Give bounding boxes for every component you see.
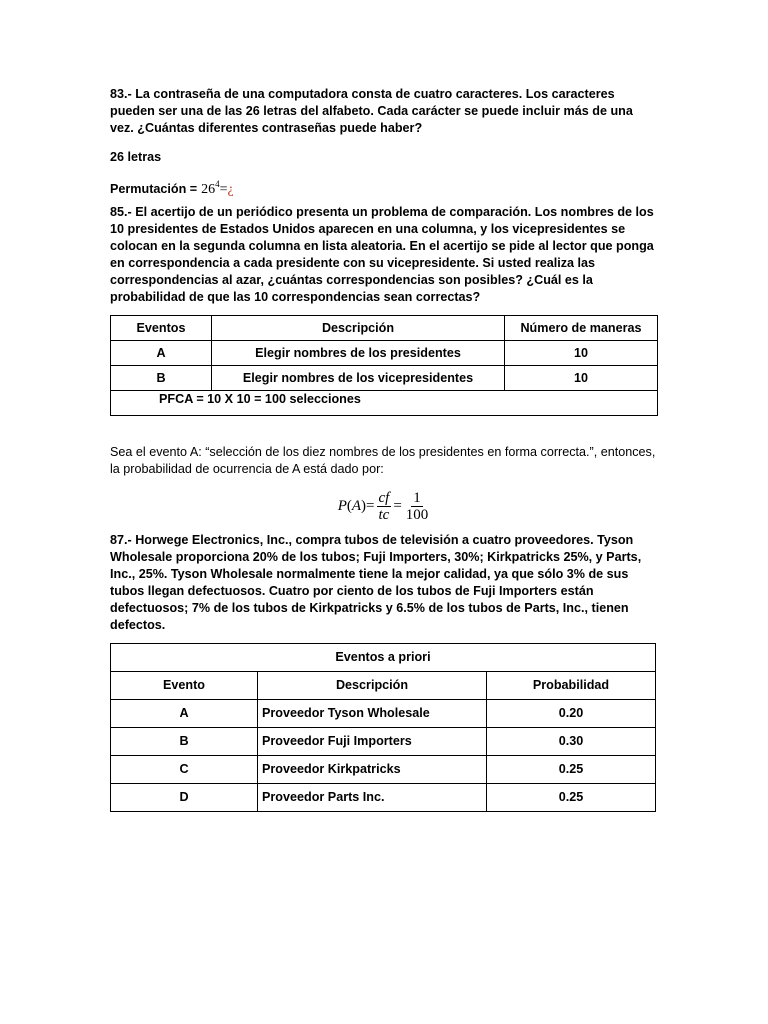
table-cell: B [111,366,212,391]
table-header-row [111,672,656,700]
fraction-cf-tc [377,490,392,523]
table-cell: 0.20 [487,700,656,728]
header-cell: Descripción [258,672,487,700]
table-footer-row [111,391,658,416]
fraction-numerator: 1 [413,489,421,506]
document-page [110,86,660,812]
perm-base: 26 [201,182,216,197]
header-cell: Eventos [111,316,212,341]
question-85-text: 85.- El acertijo de un periódico presenta un problema de comparación. Los nombres de los 10 presidentes de Estados Unidos aparecen en una columna, y los vicepresidentes se colocan en la segunda columna en lista aleatoria. En el acertijo se pide al lector que ponga en correspondencia a cada presidente con su vicepresidente. Si usted realiza las correspondencias al azar, ¿cuántas correspondencias son posibles? ¿Cuál es la probabilidad de que las 10 correspondencias sean correctas? [110,205,654,304]
perm-equals: = [219,182,228,197]
table-a-priori-events [110,643,656,812]
formula-equals-2: = [393,497,402,514]
table-cell: Proveedor Fuji Importers [258,728,487,756]
table-cell: A [111,700,258,728]
fraction-numerator: cf [378,489,390,506]
table-cell: 0.30 [487,728,656,756]
header-cell: Descripción [212,316,505,341]
perm-exponent: 4 [215,179,220,189]
table-row [111,341,658,366]
permutation-expression [201,176,234,198]
table-cell: Proveedor Kirkpatricks [258,756,487,784]
formula-open-paren: ( [346,497,352,514]
table-cell: Elegir nombres de los vicepresidentes [212,366,505,391]
table-cell: Proveedor Parts Inc. [258,784,487,812]
table-cell: C [111,756,258,784]
table-events-85 [110,315,658,416]
permutation-label: Permutación = [110,182,198,196]
letters-count: 26 letras [110,150,162,164]
permutation-line [110,176,660,198]
table-cell: 10 [505,366,658,391]
table-row [111,366,658,391]
pfca-cell: PFCA = 10 X 10 = 100 selecciones [111,391,658,416]
probability-formula [110,486,660,526]
table-row [111,784,656,812]
header-cell: Número de maneras [505,316,658,341]
perm-result: ¿ [227,182,234,197]
table-row [111,700,656,728]
table-caption-row [111,644,656,672]
table-cell: Proveedor Tyson Wholesale [258,700,487,728]
table-cell: 0.25 [487,756,656,784]
event-a-explanation: Sea el evento A: “selección de los diez nombres de los presidentes en forma correcta.”, entonces, la probabilidad de ocurrencia de A está dado por: [110,445,656,476]
formula-equals-1: = [366,497,375,514]
fraction-denominator: 100 [405,506,429,523]
formula-a: A [351,497,362,514]
table-cell: D [111,784,258,812]
table-cell: 10 [505,341,658,366]
header-cell: Probabilidad [487,672,656,700]
question-87-text: 87.- Horwege Electronics, Inc., compra tubos de televisión a cuatro proveedores. Tyson Wholesale proporciona 20% de los tubos; Fuji Importers, 30%; Kirkpatricks 25%, y Parts, Inc., 25%. Tyson Wholesale normalmente tiene la mejor calidad, ya que sólo 3% de sus tubos llegan defectuosos. Cuatro por ciento de los tubos de Fuji Importers están defectuosos; 7% de los tubos de Kirkpatricks y 6.5% de los tubos de Parts, Inc., tienen defectos. [110,533,642,632]
table-caption: Eventos a priori [111,644,656,672]
fraction-1-100 [404,490,431,523]
question-83-text: 83.- La contraseña de una computadora consta de cuatro caracteres. Los caracteres pueden ser una de las 26 letras del alfabeto. Cada carácter se puede incluir más de una vez. ¿Cuántas diferentes contraseñas puede haber? [110,87,633,135]
header-cell: Evento [111,672,258,700]
table-header-row [111,316,658,341]
table-row [111,728,656,756]
fraction-denominator: tc [378,506,390,523]
table-cell: Elegir nombres de los presidentes [212,341,505,366]
table-row [111,756,656,784]
table-cell: A [111,341,212,366]
formula-close-paren: ) [361,497,367,514]
table-cell: B [111,728,258,756]
formula-p: P [337,497,347,514]
table-cell: 0.25 [487,784,656,812]
